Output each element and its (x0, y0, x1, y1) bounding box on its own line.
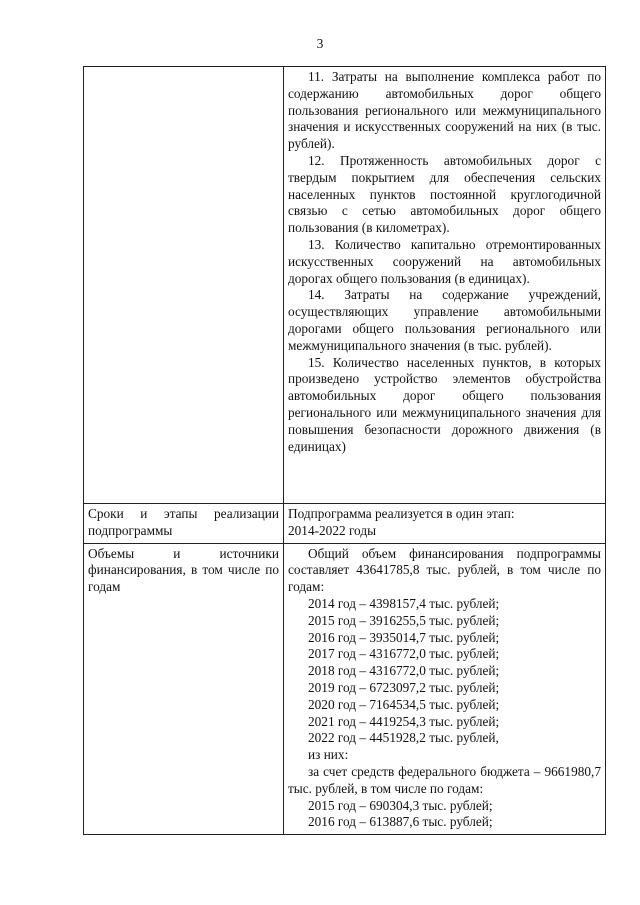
funding-year-2014: 2014 год – 4398157,4 тыс. рублей; (308, 595, 500, 611)
funding-year-2018: 2018 год – 4316772,0 тыс. рублей; (308, 663, 500, 679)
page-number: 3 (316, 36, 324, 51)
funding-value-cell (284, 543, 606, 835)
table-row-terms (84, 504, 606, 544)
funding-label: Объемы и источники финансирования, в том числе по годам (84, 543, 284, 835)
federal-year-2015: 2015 год – 690304,3 тыс. рублей; (308, 797, 493, 813)
funding-year-2015: 2015 год – 3916255,5 тыс. рублей; (308, 612, 500, 628)
funding-federal: за счет средств федерального бюджета – 9661980,7 тыс. рублей, в том числе по годам: (288, 763, 601, 796)
terms-label: Сроки и этапы реализации подпрограммы (84, 504, 284, 544)
funding-year-2017: 2017 год – 4316772,0 тыс. рублей; (308, 646, 500, 662)
indicators-value-cell (284, 67, 606, 504)
table-row-indicators (84, 67, 606, 504)
funding-year-2021: 2021 год – 4419254,3 тыс. рублей; (308, 713, 500, 729)
funding-total: Общий объем финансирования подпрограммы составляет 43641785,8 тыс. рублей, в том числе по годам: (288, 545, 601, 595)
terms-line-1: Подпрограмма реализуется в один этап: (288, 506, 515, 521)
indicator-item-14: 14. Затраты на содержание учреждений, осуществляющих управление автомобильными дорогами общего пользования регионального или межмуниципального значения (в тыс. рублей). (288, 287, 601, 353)
funding-year-2020: 2020 год – 7164534,5 тыс. рублей; (308, 696, 500, 712)
funding-year-2022: 2022 год – 4451928,2 тыс. рублей, (308, 730, 499, 746)
funding-year-2016: 2016 год – 3935014,7 тыс. рублей; (308, 629, 500, 645)
indicator-item-13: 13. Количество капитально отремонтированных искусственных сооружений на автомобильных дорогах общего пользования (в единицах). (288, 236, 601, 286)
passport-table (83, 66, 606, 835)
indicator-item-12: 12. Протяженность автомобильных дорог с твердым покрытием для обеспечения сельских населенных пунктов постоянной круглогодичной связью с сетью автомобильных дорог общего пользования (в километрах). (288, 152, 601, 236)
federal-year-2016: 2016 год – 613887,6 тыс. рублей; (308, 814, 493, 830)
terms-value-cell (284, 504, 606, 544)
funding-year-2019: 2019 год – 6723097,2 тыс. рублей; (308, 679, 500, 695)
table-row-funding (84, 543, 606, 835)
indicators-label-cell (84, 67, 284, 504)
indicator-item-15: 15. Количество населенных пунктов, в которых произведено устройство элементов обустройства автомобильных дорог общего пользования регионального или межмуниципального значения для повышения безопасности дорожного движения (в единицах) (288, 354, 601, 454)
terms-line-2: 2014-2022 годы (288, 522, 377, 538)
indicator-item-11: 11. Затраты на выполнение комплекса работ по содержанию автомобильных дорог общего пользования регионального или межмуниципального значения и искусственных сооружений на них (в тыс. рублей). (288, 69, 601, 152)
funding-of-which: из них: (308, 747, 349, 763)
